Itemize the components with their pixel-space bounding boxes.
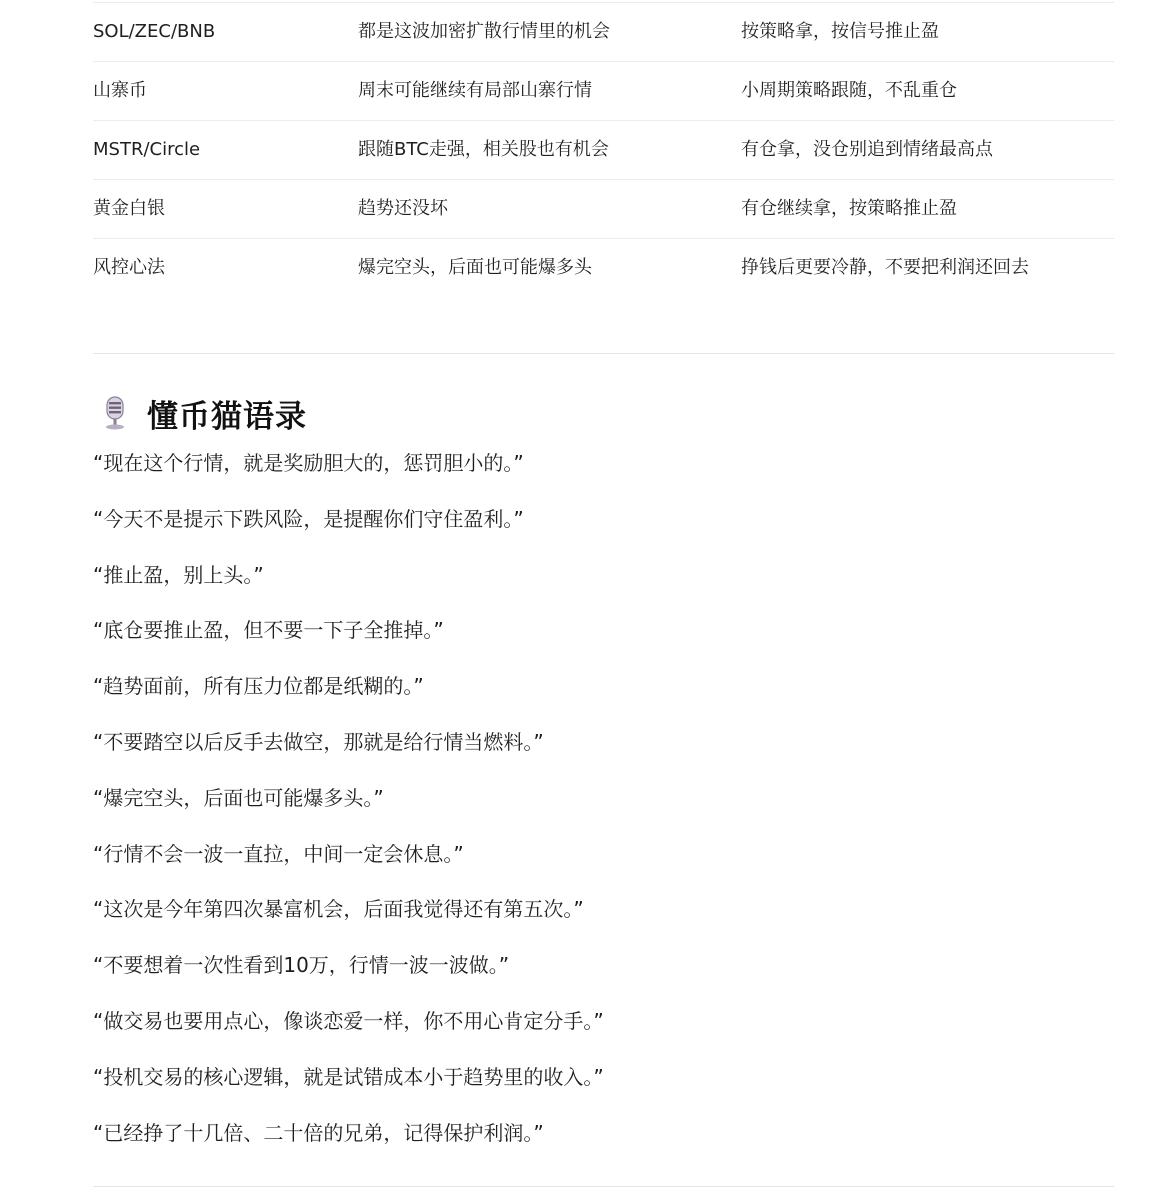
quote-item: “不要踏空以后反手去做空，那就是给行情当燃料。”: [93, 729, 544, 754]
table-cell-action: 小周期策略跟随，不乱重仓: [741, 80, 957, 101]
table-cell-asset: 黄金白银: [93, 198, 165, 219]
quote-item: “投机交易的核心逻辑，就是试错成本小于趋势里的收入。”: [93, 1064, 604, 1089]
table-cell-asset: 风控心法: [93, 257, 165, 278]
table-cell-asset: MSTR/Circle: [93, 139, 201, 160]
quote-item: “做交易也要用点心，像谈恋爱一样，你不用心肯定分手。”: [93, 1008, 604, 1033]
quote-item: “底仓要推止盈，但不要一下子全推掉。”: [93, 618, 444, 643]
table-cell-view: 周末可能继续有局部山寨行情: [358, 80, 592, 101]
quote-item: “趋势面前，所有压力位都是纸糊的。”: [93, 674, 424, 699]
quote-item: “推止盈，别上头。”: [93, 562, 264, 587]
table-cell-action: 有仓拿，没仓别追到情绪最高点: [741, 139, 993, 160]
table-row: [93, 180, 1114, 239]
strategy-table: [93, 3, 1114, 297]
quote-item: “这次是今年第四次暴富机会，后面我觉得还有第五次。”: [93, 897, 584, 922]
table-cell-view: 爆完空头，后面也可能爆多头: [358, 257, 592, 278]
table-row: [93, 121, 1114, 180]
table-cell-view: 趋势还没坏: [358, 198, 448, 219]
quote-item: “今天不是提示下跌风险，是提醒你们守住盈利。”: [93, 506, 524, 531]
table-cell-asset: SOL/ZEC/BNB: [93, 21, 216, 42]
table-row: [93, 3, 1114, 62]
quote-item: “不要想着一次性看到10万，行情一波一波做。”: [93, 953, 510, 978]
table-cell-view: 跟随BTC走强，相关股也有机会: [358, 139, 609, 160]
section-heading: [103, 388, 307, 438]
table-cell-view: 都是这波加密扩散行情里的机会: [358, 21, 610, 42]
table-cell-action: 按策略拿，按信号推止盈: [741, 21, 939, 42]
quote-item: “爆完空头，后面也可能爆多头。”: [93, 785, 384, 810]
section-title: 懂币猫语录: [147, 398, 307, 435]
quote-item: “现在这个行情，就是奖励胆大的，惩罚胆小的。”: [93, 451, 524, 475]
quote-item: “行情不会一波一直拉，中间一定会休息。”: [93, 841, 464, 866]
section-divider: [93, 353, 1114, 354]
quote-list: [93, 436, 604, 1161]
document-body: [93, 0, 1114, 1145]
table-row: [93, 239, 1114, 297]
quote-item: “已经挣了十几倍、二十倍的兄弟，记得保护利润。”: [93, 1120, 544, 1145]
table-row: [93, 62, 1114, 121]
microphone-icon: [103, 396, 127, 430]
table-cell-action: 挣钱后更要冷静，不要把利润还回去: [741, 257, 1029, 278]
table-cell-asset: 山寨币: [93, 80, 147, 101]
section-divider: [93, 1186, 1114, 1187]
table-cell-action: 有仓继续拿，按策略推止盈: [741, 198, 957, 219]
